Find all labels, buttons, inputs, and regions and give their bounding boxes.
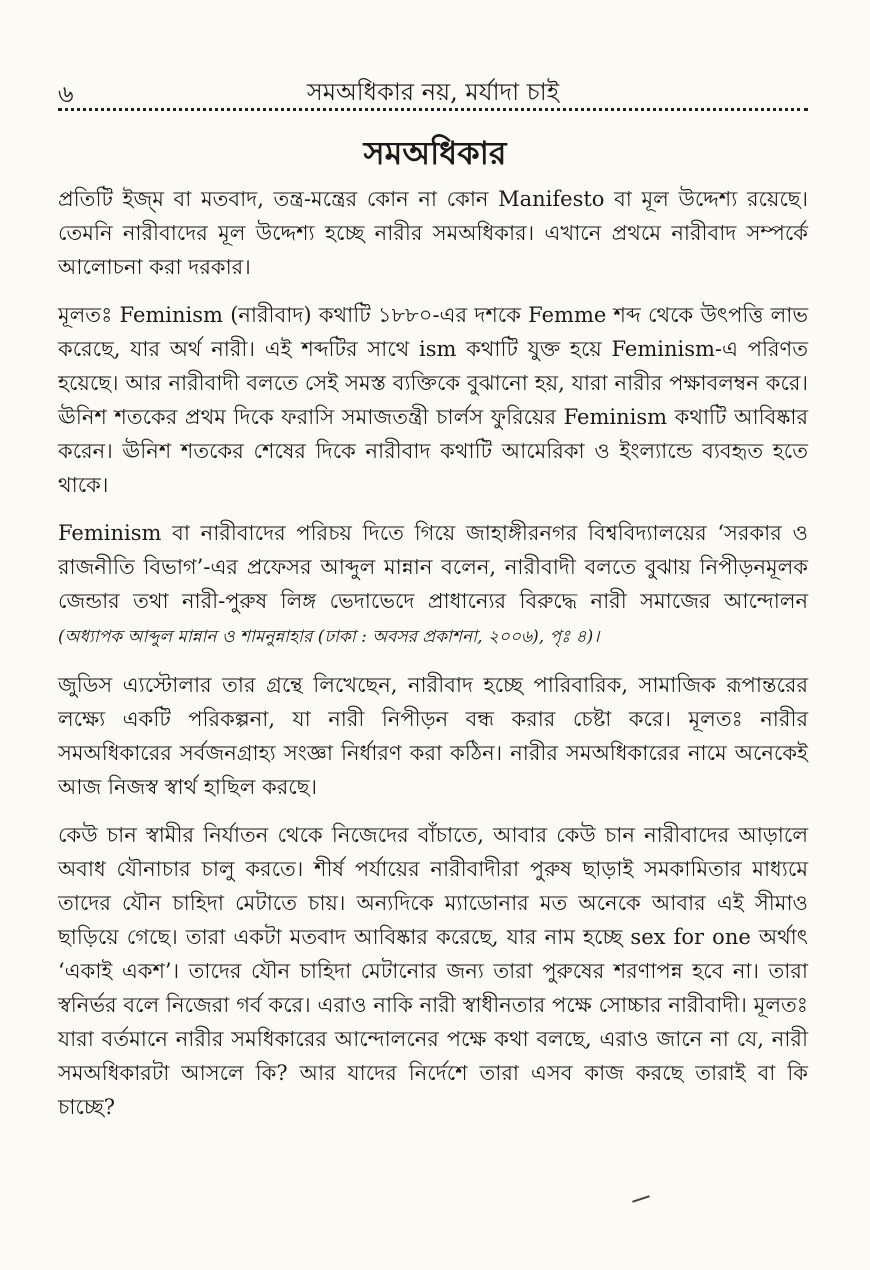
paragraph-1 bbox=[58, 182, 808, 284]
citation: (অধ্যাপক আব্দুল মান্নান ও শামনুন্নাহার (ঢাকা : অবসর প্রকাশনা, ২০০৬), পৃঃ ৪)। bbox=[58, 627, 600, 647]
paragraph-4 bbox=[58, 668, 808, 804]
running-title: সমঅধিকার নয়, মর্যাদা চাই bbox=[306, 78, 560, 106]
pen-mark bbox=[632, 1195, 650, 1202]
header-divider bbox=[58, 108, 808, 111]
paragraph-4-text: জুডিস এ্যস্টোলার তার গ্রন্থে লিখেছেন, নারীবাদ হচ্ছে পারিবারিক, সামাজিক রূপান্তরের লক্ষ্যে একটি পরিকল্পনা, যা নারী নিপীড়ন বন্ধ করার চেষ্টা করে। মূলতঃ নারীর সমঅধিকারের সর্বজনগ্রাহ্য সংজ্ঞা নির্ধারণ করা কঠিন। নারীর সমঅধিকারের নামে অনেকেই আজ নিজস্ব স্বার্থ হাছিল করছে। bbox=[58, 673, 808, 799]
paragraph-2 bbox=[58, 298, 808, 502]
paragraph-3 bbox=[58, 516, 808, 654]
paragraph-5-text: কেউ চান স্বামীর নির্যাতন থেকে নিজেদের বাঁচাতে, আবার কেউ চান নারীবাদের আড়ালে অবাধ যৌনাচার চালু করতে। শীর্ষ পর্যায়ের নারীবাদীরা পুরুষ ছাড়াই সমকামিতার মাধ্যমে তাদের যৌন চাহিদা মেটাতে চায়। অন্যদিকে ম্যাডোনার মত অনেকে আবার এই সীমাও ছাড়িয়ে গেছে। তারা একটা মতবাদ আবিষ্কার করেছে, যার নাম হচ্ছে sex for one অর্থাৎ ‘একাই একশ’। তাদের যৌন চাহিদা মেটানোর জন্য তারা পুরুষের শরণাপন্ন হবে না। তারা স্বনির্ভর বলে নিজেরা গর্ব করে। এরাও নাকি নারী স্বাধীনতার পক্ষে সোচ্চার নারীবাদী। মূলতঃ যারা বর্তমানে নারীর সমধিকারের আন্দোলনের পক্ষে কথা বলছে, এরাও জানে না যে, নারী সমঅধিকারটা আসলে কি? আর যাদের নির্দেশে তারা এসব কাজ করছে তারাই বা কি চাচ্ছে? bbox=[58, 823, 808, 1119]
page-number: ৬ bbox=[58, 80, 74, 108]
paragraph-1-text: প্রতিটি ইজ্‌ম বা মতবাদ, তন্ত্র-মন্ত্রের কোন না কোন Manifesto বা মূল উদ্দেশ্য রয়েছে। তেমনি নারীবাদের মূল উদ্দেশ্য হচ্ছে নারীর সমঅধিকার। এখানে প্রথমে নারীবাদ সম্পর্কে আলোচনা করা দরকার। bbox=[58, 187, 808, 279]
paragraph-3-text: Feminism বা নারীবাদের পরিচয় দিতে গিয়ে জাহাঙ্গীরনগর বিশ্ববিদ্যালয়ের ‘সরকার ও রাজনীতি বিভাগ’-এর প্রফেসর আব্দুল মান্নান বলেন, নারীবাদী বলতে বুঝায় নিপীড়নমূলক জেন্ডার তথা নারী-পুরুষ লিঙ্গ ভেদাভেদে প্রাধান্যের বিরুদ্ধে নারী সমাজের আন্দোলন bbox=[58, 521, 808, 613]
body-text bbox=[58, 182, 808, 1138]
running-head bbox=[58, 72, 808, 112]
paragraph-2-text: মূলতঃ Feminism (নারীবাদ) কথাটি ১৮৮০-এর দশকে Femme শব্দ থেকে উৎপত্তি লাভ করেছে, যার অর্থ নারী। এই শব্দটির সাথে ism কথাটি যুক্ত হয়ে Feminism-এ পরিণত হয়েছে। আর নারীবাদী বলতে সেই সমস্ত ব্যক্তিকে বুঝানো হয়, যারা নারীর পক্ষাবলম্বন করে। ঊনিশ শতকের প্রথম দিকে ফরাসি সমাজতন্ত্রী চার্লস ফুরিয়ের Feminism কথাটি আবিষ্কার করেন। ঊনিশ শতকের শেষের দিকে নারীবাদ কথাটি আমেরিকা ও ইংল্যান্ডে ব্যবহৃত হতে থাকে। bbox=[58, 303, 808, 497]
paragraph-5 bbox=[58, 818, 808, 1124]
chapter-title: সমঅধিকার bbox=[363, 134, 507, 172]
